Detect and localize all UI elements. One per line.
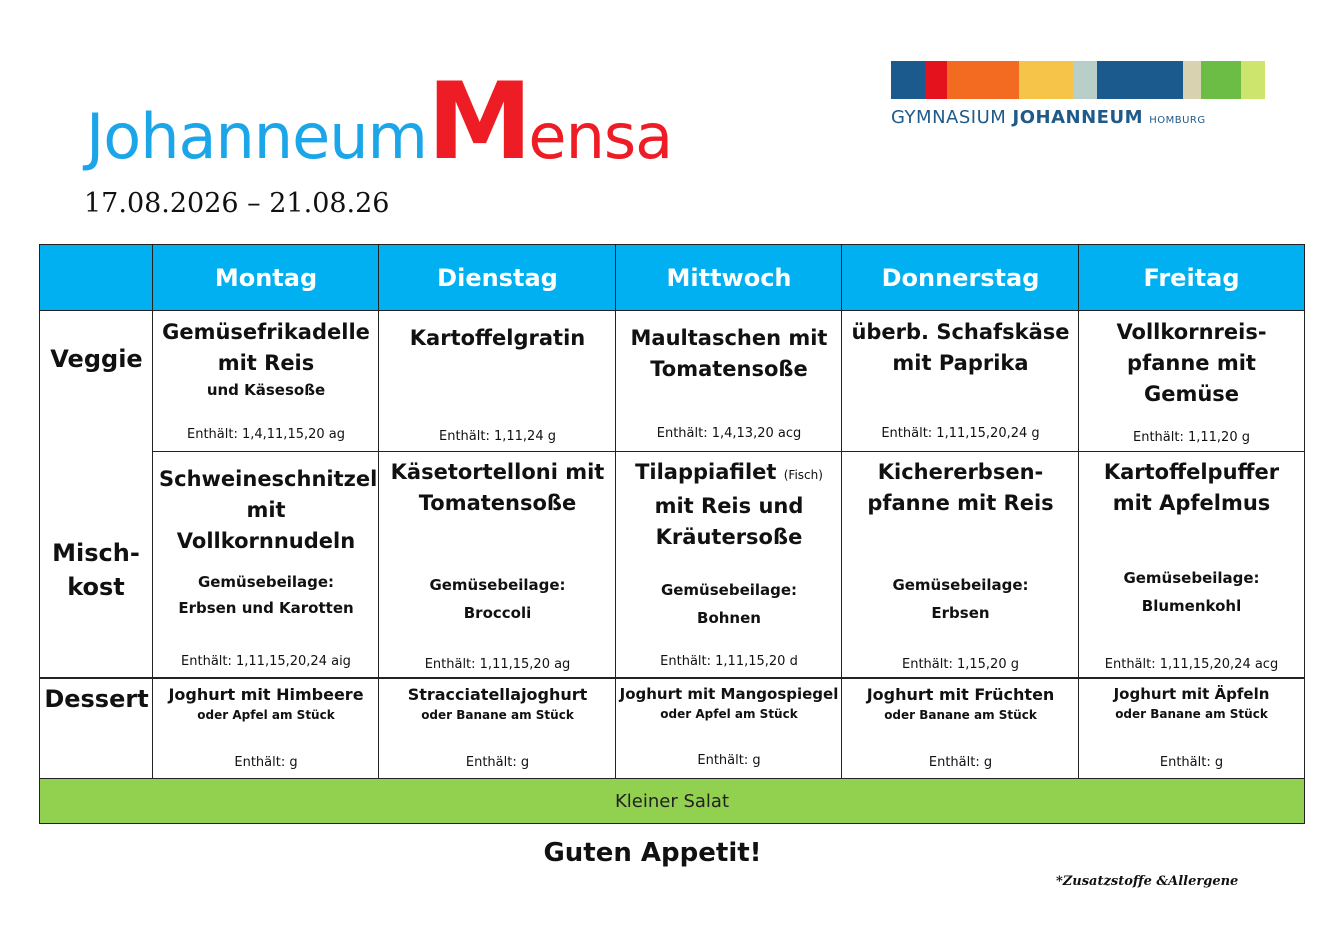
meal-name: mit [246, 498, 286, 522]
row-label-veggie [39, 310, 153, 678]
header-corner [39, 244, 153, 311]
side-dish: Broccoli [463, 604, 532, 622]
veggie-cell-friday [1078, 310, 1305, 452]
allergen-info: Enthält: 1,4,11,15,20 ag [186, 427, 346, 442]
side-label: Gemüsebeilage: [197, 573, 335, 591]
veggie-cell-wednesday [615, 310, 842, 452]
mischkost-cell-tuesday [378, 451, 616, 678]
dessert-alternative: oder Banane am Stück [421, 708, 574, 722]
meal-name: pfanne mit Reis [867, 491, 1054, 515]
allergen-info: Enthält: 1,11,15,20 ag [424, 657, 571, 672]
meal-name: Gemüse [1143, 382, 1240, 406]
allergen-info: Enthält: g [465, 755, 530, 770]
logo-stripe [947, 61, 1019, 99]
meal-name: mit Apfelmus [1112, 491, 1271, 515]
allergen-info: Enthält: g [697, 753, 761, 768]
mischkost-label-line2: kost [67, 573, 125, 601]
day-header-friday: Freitag [1078, 244, 1305, 311]
school-logo [891, 61, 1265, 129]
meal-name: Kräutersoße [655, 525, 803, 549]
meal-name: Tomatensoße [418, 491, 577, 515]
logo-stripe [1019, 61, 1073, 99]
veggie-cell-monday [152, 310, 379, 452]
logo-stripe [1183, 61, 1201, 99]
logo-stripe [1097, 61, 1183, 99]
row-label-dessert [39, 677, 153, 779]
logo-text-homburg: HOMBURG [1149, 115, 1206, 126]
logo-stripe [1241, 61, 1265, 99]
meal-name: mit Paprika [892, 351, 1029, 375]
veggie-cell-tuesday [378, 310, 616, 452]
logo-stripe [891, 61, 925, 99]
dessert-cell-tuesday [378, 677, 616, 779]
side-dish: Blumenkohl [1141, 597, 1242, 615]
allergen-info: Enthält: 1,11,15,20,24 g [881, 426, 1040, 441]
logo-stripe [1201, 61, 1241, 99]
title-part-ensa: ensa [528, 100, 673, 173]
dessert-name: Joghurt mit Mangospiegel [619, 685, 839, 703]
veggie-cell-thursday [841, 310, 1079, 452]
dessert-cell-thursday [841, 677, 1079, 779]
allergen-note: *Zusatzstoffe &Allergene [1056, 874, 1239, 889]
logo-color-bar [891, 61, 1265, 99]
dessert-name: Joghurt mit Äpfeln [1113, 685, 1270, 703]
dessert-cell-friday [1078, 677, 1305, 779]
allergen-info: Enthält: 1,11,20 g [1133, 430, 1250, 445]
menu-table [39, 244, 1305, 824]
mischkost-cell-wednesday [615, 451, 842, 678]
logo-text [891, 107, 1265, 128]
logo-text-gymnasium: GYMNASIUM [891, 107, 1007, 128]
logo-text-johanneum: JOHANNEUM [1012, 107, 1143, 128]
meal-name: Kartoffelgratin [409, 326, 586, 350]
side-dish: Erbsen und Karotten [178, 599, 354, 617]
meal-name: Gemüsefrikadelle [162, 320, 370, 344]
allergen-info: Enthält: 1,11,15,20,24 acg [1104, 657, 1279, 672]
meal-name: pfanne mit [1127, 351, 1256, 375]
meal-name: mit Reis und [654, 494, 804, 518]
dessert-cell-wednesday [615, 677, 842, 779]
title-part-johanneum: Johanneum [86, 100, 427, 173]
meal-name: Kartoffelpuffer [1103, 460, 1280, 484]
page-title [86, 60, 673, 183]
dessert-alternative: oder Banane am Stück [884, 708, 1037, 722]
side-label: Gemüsebeilage: [1123, 569, 1260, 587]
logo-stripe [1073, 61, 1097, 99]
allergen-info: Enthält: 1,11,15,20,24 aig [181, 654, 351, 669]
mischkost-cell-monday [152, 451, 379, 678]
day-header-tuesday: Dienstag [378, 244, 616, 311]
side-dish: Erbsen [931, 604, 990, 622]
dessert-label-text: Dessert [44, 685, 149, 713]
meal-extra: und Käsesoße [206, 381, 326, 399]
allergen-info: Enthält: g [928, 755, 993, 770]
dessert-alternative: oder Apfel am Stück [197, 708, 335, 722]
title-part-m: M [426, 60, 529, 183]
side-label: Gemüsebeilage: [429, 576, 566, 594]
row-label-mischkost [39, 536, 153, 604]
allergen-info: Enthält: 1,4,13,20 acg [656, 426, 802, 441]
allergen-info: Enthält: 1,11,15,20 d [660, 654, 798, 669]
salad-bar: Kleiner Salat [39, 778, 1305, 824]
dessert-name: Stracciatellajoghurt [407, 685, 588, 704]
allergen-info: Enthält: g [1159, 755, 1224, 770]
footer-greeting: Guten Appetit! [543, 838, 762, 868]
side-label: Gemüsebeilage: [892, 576, 1029, 594]
meal-note: (Fisch) [783, 468, 823, 482]
allergen-info: Enthält: 1,15,20 g [902, 657, 1019, 672]
dessert-alternative: oder Banane am Stück [1115, 707, 1268, 721]
dessert-name: Joghurt mit Früchten [866, 685, 1055, 704]
meal-name: Käsetortelloni mit [390, 460, 605, 484]
meal-name: Vollkornnudeln [176, 529, 356, 553]
meal-name: mit Reis [217, 351, 315, 375]
side-label: Gemüsebeilage: [660, 581, 798, 599]
date-range: 17.08.2026 – 21.08.26 [84, 188, 390, 219]
meal-name: Schweineschnitzel [159, 467, 378, 491]
day-header-wednesday: Mittwoch [615, 244, 842, 311]
mischkost-label-line1: Misch- [52, 539, 140, 567]
meal-name: Tomatensoße [650, 357, 808, 381]
veggie-label-text: Veggie [50, 345, 143, 373]
meal-name: überb. Schafskäse [851, 320, 1070, 344]
meal-name: Tilappiafilet [635, 460, 777, 484]
side-dish: Bohnen [697, 609, 761, 627]
dessert-alternative: oder Apfel am Stück [660, 707, 798, 721]
day-header-monday: Montag [152, 244, 379, 311]
meal-name: Maultaschen mit [630, 326, 828, 350]
meal-name: Vollkornreis- [1116, 320, 1267, 344]
mischkost-cell-friday [1078, 451, 1305, 678]
dessert-cell-monday [152, 677, 379, 779]
meal-name: Kichererbsen- [877, 460, 1044, 484]
logo-stripe [925, 61, 947, 99]
allergen-info: Enthält: g [234, 755, 298, 770]
day-header-thursday: Donnerstag [841, 244, 1079, 311]
mischkost-cell-thursday [841, 451, 1079, 678]
allergen-info: Enthält: 1,11,24 g [439, 429, 556, 444]
dessert-name: Joghurt mit Himbeere [168, 685, 364, 704]
